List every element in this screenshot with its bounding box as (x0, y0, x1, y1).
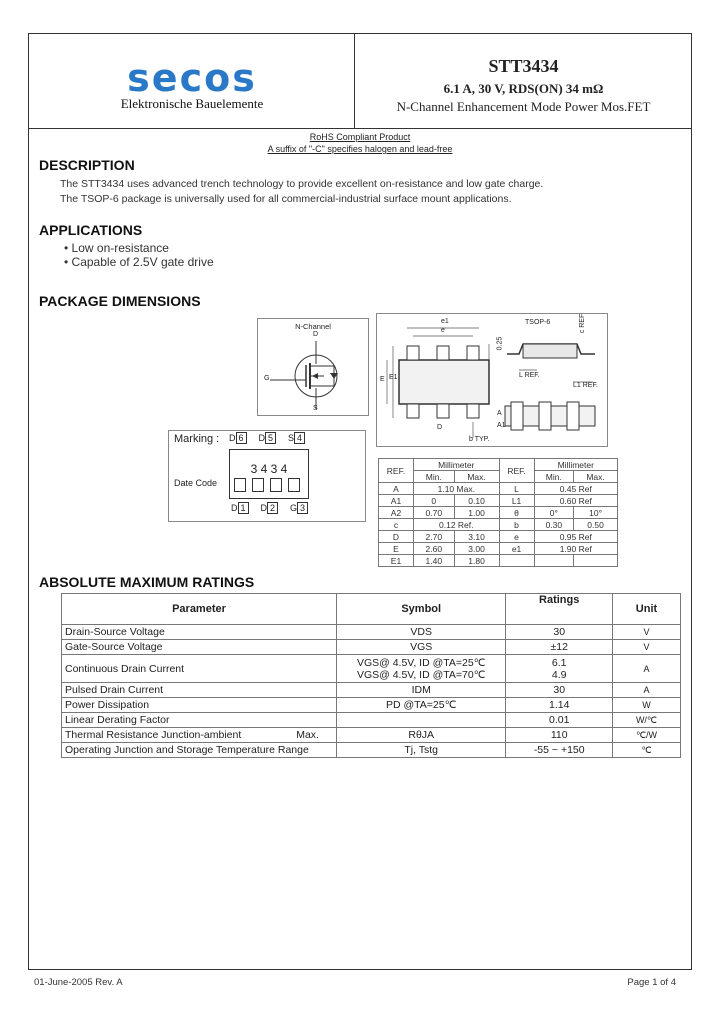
dim-subheader-row (379, 471, 618, 483)
param-text: Operating Junction and Storage Temperature Range (65, 744, 309, 756)
marking-code: 3 4 3 4 (250, 462, 288, 476)
dim-cell: E1 (379, 555, 414, 567)
symbol-cell: RθJA (336, 728, 505, 743)
pin-letter: D (258, 433, 266, 443)
value-cell (506, 655, 613, 683)
footer-page: Page 1 of 4 (627, 977, 676, 988)
dim-cell: 0.60 Ref (534, 495, 617, 507)
l-ref-label: L REF. (519, 372, 540, 379)
l1-ref-label: L1 REF. (573, 382, 598, 389)
dim-cell: 0° (534, 507, 574, 519)
pin-number: 1 (238, 502, 249, 514)
dim-cell: 10° (574, 507, 618, 519)
dim-cell: A1 (379, 495, 414, 507)
unit-cell: W/℃ (612, 713, 680, 728)
dim-row (379, 519, 618, 531)
head-parameter: Parameter (62, 594, 337, 625)
marking-title: Marking : (174, 433, 220, 445)
unit-cell: ℃/W (612, 728, 680, 743)
ratings-row (62, 655, 681, 683)
package-outline-drawing (377, 314, 607, 446)
value-cell: 30 (506, 683, 613, 698)
dim-head-mm: Millimeter (414, 459, 500, 471)
pin-number: 2 (267, 502, 278, 514)
rohs-line: RoHS Compliant Product (309, 132, 411, 142)
head-ratings: Ratings (506, 594, 613, 625)
date-code-cell (288, 478, 300, 492)
param-text: Continuous Drain Current (65, 662, 185, 675)
value-cell: 1.14 (506, 698, 613, 713)
dim-cell (534, 555, 574, 567)
title-block (355, 56, 692, 115)
company-logo (92, 58, 292, 112)
dim-cell: 0.10 (454, 495, 499, 507)
param-cell (62, 743, 337, 758)
pin-g-label: G (264, 375, 270, 382)
pin-number: 6 (236, 432, 247, 444)
dim-row (379, 543, 618, 555)
description-line: The TSOP-6 package is universally used for all commercial-industrial surface mount applications. (60, 193, 512, 205)
dim-cell: 0.30 (534, 519, 574, 531)
date-code-cell (270, 478, 282, 492)
pin-number: 3 (297, 502, 308, 514)
param-text: Linear Derating Factor (65, 714, 170, 726)
date-code-cell (252, 478, 264, 492)
dim-cell: 1.00 (454, 507, 499, 519)
date-code-label: Date Code (174, 478, 218, 488)
dim-row (379, 495, 618, 507)
ratings-row (62, 728, 681, 743)
spec-line: 6.1 A, 30 V, RDS(ON) 34 mΩ (443, 81, 604, 96)
dim-head-mm: Millimeter (534, 459, 617, 471)
dim-head-ref: REF. (499, 459, 534, 483)
schematic-box (257, 318, 369, 416)
dim-cell: A (379, 483, 414, 495)
dim-cell: 1.40 (414, 555, 455, 567)
part-number: STT3434 (488, 56, 559, 76)
schematic-title: N-Channel (295, 322, 331, 331)
dim-cell (574, 555, 618, 567)
c-ref-label: c REF (579, 313, 587, 334)
marking-chip (229, 449, 309, 499)
pin-number: 5 (265, 432, 276, 444)
dim-cell: 0 (414, 495, 455, 507)
dim-cell: e (499, 531, 534, 543)
unit-cell: ℃ (612, 743, 680, 758)
applications-heading: APPLICATIONS (39, 222, 143, 238)
b-typ-label: b TYP. (469, 436, 490, 443)
pin-s-label: S (313, 405, 318, 412)
dim-head-min: Min. (534, 471, 574, 483)
symbol-cell: PD @TA=25℃ (336, 698, 505, 713)
param-text: Power Dissipation (65, 699, 150, 711)
dimension-table (378, 458, 618, 567)
marking-top-pins (229, 433, 305, 443)
dim-cell: A2 (379, 507, 414, 519)
unit-cell: A (612, 655, 680, 683)
dim-row (379, 531, 618, 543)
logo-subtitle: Elektronische Bauelemente (120, 96, 264, 111)
symbol-cell (336, 713, 505, 728)
dim-cell: 0.50 (574, 519, 618, 531)
dim-cell: 0.70 (414, 507, 455, 519)
symbol-cell: VDS (336, 625, 505, 640)
pin-letter: S (288, 433, 295, 443)
unit-cell: A (612, 683, 680, 698)
dim-cell: 1.80 (454, 555, 499, 567)
dim-cell: E (379, 543, 414, 555)
symbol-cell: VGS (336, 640, 505, 655)
param-text: Pulsed Drain Current (65, 684, 164, 696)
ratings-rows (62, 625, 681, 758)
symbol-text: VGS@ 4.5V, ID @TA=70℃ (356, 668, 486, 681)
unit-cell: V (612, 625, 680, 640)
value-cell: 110 (506, 728, 613, 743)
dim-cell: 0.45 Ref (534, 483, 617, 495)
dim-E1-label: E1 (389, 374, 398, 381)
pin-d-label: D (313, 331, 319, 338)
dim-row (379, 507, 618, 519)
description-line: The STT3434 uses advanced trench technology to provide excellent on-resistance and low gate charge. (60, 178, 544, 190)
param-text: Gate-Source Voltage (65, 641, 163, 653)
dim-cell: b (499, 519, 534, 531)
dim-cell: 1.10 Max. (414, 483, 500, 495)
dim-cell: e1 (499, 543, 534, 555)
dim-cell: L1 (499, 495, 534, 507)
dim-A-label: A (497, 410, 502, 417)
head-unit: Unit (612, 594, 680, 625)
dim-A1-label: A1 (497, 422, 506, 429)
param-text: Drain-Source Voltage (65, 626, 165, 638)
application-text: Capable of 2.5V gate drive (71, 255, 214, 269)
pin-letter: D (231, 503, 238, 513)
dim-head-max: Max. (454, 471, 499, 483)
date-code-cell (234, 478, 246, 492)
logo-text: secos (127, 56, 257, 100)
ratings-row (62, 683, 681, 698)
param-cell (62, 683, 337, 698)
symbol-cell (336, 655, 505, 683)
value-cell: 30 (506, 625, 613, 640)
dim-cell: 0.95 Ref (534, 531, 617, 543)
param-extra: Max. (296, 729, 319, 741)
value-text: 4.9 (551, 668, 567, 681)
value-cell: 0.01 (506, 713, 613, 728)
tsop6-label: TSOP-6 (525, 319, 551, 326)
dim-header-row (379, 459, 618, 471)
dim-cell: 3.10 (454, 531, 499, 543)
application-item: • Capable of 2.5V gate drive (64, 255, 214, 269)
marking-box (168, 430, 366, 522)
dim-e-label: e (441, 327, 445, 334)
pin-number: 4 (294, 432, 305, 444)
dim-rows (379, 483, 618, 567)
ratings-header-row (62, 594, 681, 625)
dim-cell: c (379, 519, 414, 531)
pin-letter: G (290, 503, 298, 513)
ratings-row (62, 640, 681, 655)
dim-cell: 3.00 (454, 543, 499, 555)
header-divider (28, 128, 692, 129)
symbol-text: VGS@ 4.5V, ID @TA=25℃ (356, 656, 486, 669)
dim-cell: L (499, 483, 534, 495)
param-cell (62, 655, 337, 683)
dim-row (379, 483, 618, 495)
type-line: N-Channel Enhancement Mode Power Mos.FET (396, 99, 651, 114)
param-cell (62, 625, 337, 640)
ratings-row (62, 698, 681, 713)
dim-cell: 2.60 (414, 543, 455, 555)
dim-head-min: Min. (414, 471, 455, 483)
dim-cell: θ (499, 507, 534, 519)
symbol-cell: Tj, Tstg (336, 743, 505, 758)
ratings-row (62, 713, 681, 728)
symbol-cell: IDM (336, 683, 505, 698)
head-symbol: Symbol (336, 594, 505, 625)
dim-cell: D (379, 531, 414, 543)
marking-bottom-pins (231, 503, 308, 513)
dim-025-label: 0.25 (496, 336, 504, 351)
pin-letter: D (260, 503, 268, 513)
package-heading: PACKAGE DIMENSIONS (39, 293, 201, 309)
ratings-row (62, 625, 681, 640)
param-cell (62, 713, 337, 728)
ratings-table (61, 593, 681, 758)
pin-letter: D (229, 433, 236, 443)
value-cell: ±12 (506, 640, 613, 655)
dim-cell: 1.90 Ref (534, 543, 617, 555)
dim-e1-label: e1 (441, 318, 449, 325)
footer-revision: 01-June-2005 Rev. A (34, 977, 123, 988)
param-cell (62, 640, 337, 655)
ratings-row (62, 743, 681, 758)
dim-cell: 2.70 (414, 531, 455, 543)
dim-cell: 0.12 Ref. (414, 519, 500, 531)
dim-row (379, 555, 618, 567)
dim-E-label: E (380, 376, 385, 383)
unit-cell: V (612, 640, 680, 655)
param-cell (62, 698, 337, 713)
param-text: Thermal Resistance Junction-ambient (65, 729, 242, 741)
value-text: 6.1 (551, 656, 567, 669)
param-cell (62, 728, 337, 743)
dim-D-label: D (437, 424, 443, 431)
halogen-line: A suffix of "-C" specifies halogen and lead-free (267, 144, 453, 154)
dim-head-max: Max. (574, 471, 618, 483)
package-outline-box (376, 313, 608, 447)
application-item: • Low on-resistance (64, 241, 169, 255)
value-cell: -55 ~ +150 (506, 743, 613, 758)
description-heading: DESCRIPTION (39, 157, 135, 173)
application-text: Low on-resistance (71, 241, 169, 255)
dim-cell (499, 555, 534, 567)
unit-cell: W (612, 698, 680, 713)
ratings-heading: ABSOLUTE MAXIMUM RATINGS (39, 574, 255, 590)
dim-head-ref: REF. (379, 459, 414, 483)
